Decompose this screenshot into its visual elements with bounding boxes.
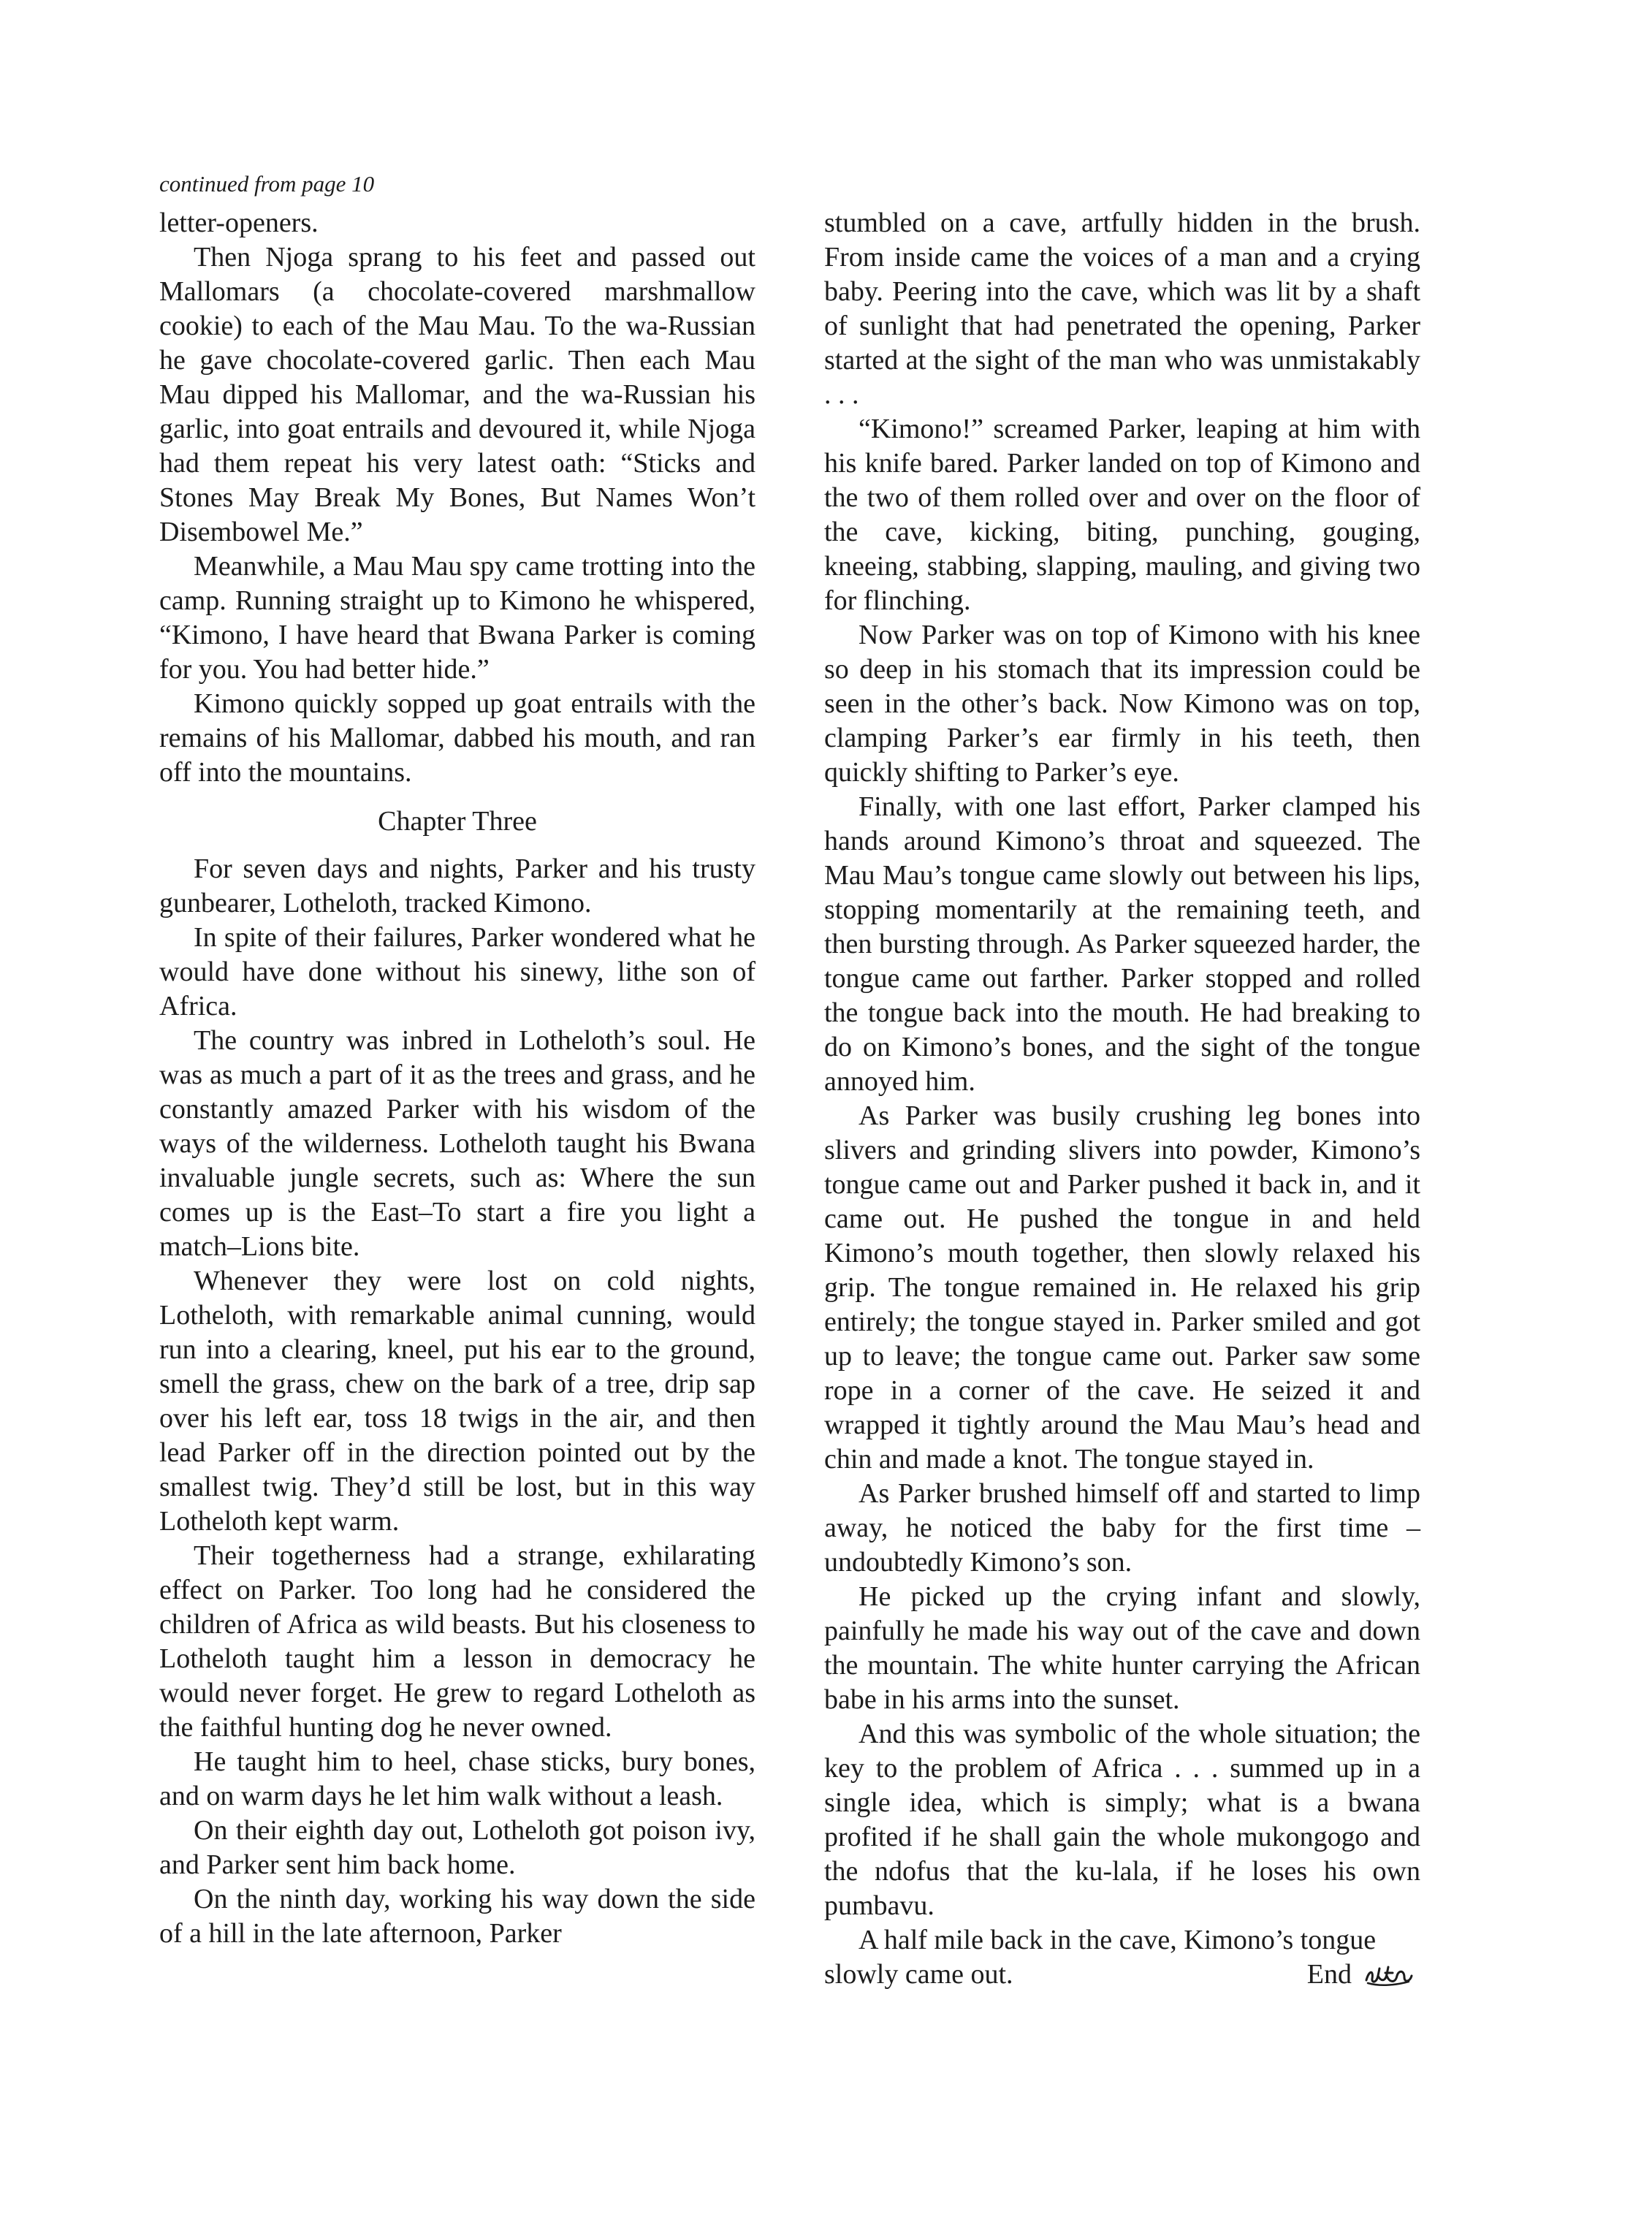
paragraph: Now Parker was on top of Kimono with his knee so deep in his stomach that its impression could be seen in the other’s back. Now Kimono was on top, clamping Parker’s ear firmly in his teeth, then quickly shifting to Parker’s eye. — [824, 620, 1420, 788]
left-column — [159, 206, 755, 1951]
paragraph: letter-openers. — [159, 208, 319, 238]
paragraph: stumbled on a cave, artfully hidden in the brush. From inside came the voices of a man and a crying baby. Peering into the cave, which was lit by a shaft of sunlight that had penetrated the opening, Parker started at the sight of the man who was unmistakably . . . — [824, 208, 1420, 410]
paragraph: In spite of their failures, Parker wondered what he would have done without his sinewy, lithe son of Africa. — [159, 922, 755, 1022]
paragraph: “Kimono!” screamed Parker, leaping at him with his knife bared. Parker landed on top of Kimono and the two of them rolled over and over on the floor of the cave, kicking, biting, punching, gouging, kneeing, stabbing, slapping, mauling, and giving two for flinching. — [824, 414, 1420, 616]
end-marker — [1307, 1958, 1415, 1992]
paragraph: On their eighth day out, Lotheloth got poison ivy, and Parker sent him back home. — [159, 1815, 755, 1880]
paragraph: The country was inbred in Lotheloth’s soul. He was as much a part of it as the trees and grass, and he constantly amazed Parker with his wisdom of the ways of the wilderness. Lotheloth taught his Bwana invaluable jungle secrets, such as: Where the sun comes up is the East–To start a fire you light a match–Lions bite. — [159, 1025, 755, 1262]
final-paragraph-line: slowly came out. — [824, 1959, 1013, 1990]
paragraph: Finally, with one last effort, Parker clamped his hands around Kimono’s throat and squeezed. The Mau Mau’s tongue came slowly out between his lips, stopping momentarily at the remaining teeth, and then bursting through. As Parker squeezed harder, the tongue came out farther. Parker stopped and rolled the tongue back into the mouth. He had breaking to do on Kimono’s bones, and the sight of the tongue annoyed him. — [824, 791, 1420, 1097]
final-paragraph-line: A half mile back in the cave, Kimono’s tongue — [859, 1925, 1377, 1955]
paragraph: Then Njoga sprang to his feet and passed out Mallomars (a chocolate-covered marshmallow cookie) to each of the Mau Mau. To the wa-Russian he gave chocolate-covered garlic. Then each Mau Mau dipped his Mallomar, and the wa-Russian his garlic, into goat entrails and devoured it, while Njoga had them repeat his very latest oath: “Sticks and Stones May Break My Bones, But Names Won’t Disembowel Me.” — [159, 242, 755, 547]
paragraph: Kimono quickly sopped up goat entrails with the remains of his Mallomar, dabbed his mouth, and ran off into the mountains. — [159, 688, 755, 788]
chapter-heading: Chapter Three — [378, 806, 537, 837]
signature-glyph-icon — [1363, 1963, 1415, 1987]
paragraph: He taught him to heel, chase sticks, bury bones, and on warm days he let him walk without a leash. — [159, 1746, 755, 1811]
paragraph: He picked up the crying infant and slowly, painfully he made his way out of the cave and down the mountain. The white hunter carrying the African babe in his arms into the sunset. — [824, 1581, 1420, 1715]
paragraph: For seven days and nights, Parker and his trusty gunbearer, Lotheloth, tracked Kimono. — [159, 853, 755, 918]
continued-from-note: continued from page 10 — [159, 171, 375, 197]
paragraph: As Parker brushed himself off and started to limp away, he noticed the baby for the first time – undoubtedly Kimono’s son. — [824, 1478, 1420, 1578]
paragraph: Their togetherness had a strange, exhilarating effect on Parker. Too long had he considered the children of Africa as wild beasts. But his closeness to Lotheloth taught him a lesson in democracy he would never forget. He grew to regard Lotheloth as the faithful hunting dog he never owned. — [159, 1540, 755, 1743]
final-line-row — [824, 1958, 1420, 1992]
right-column — [824, 206, 1420, 1992]
paragraph: And this was symbolic of the whole situation; the key to the problem of Africa . . . summed up in a single idea, which is simply; what is a bwana profited if he shall gain the whole mukongogo and the ndofus that the ku-lala, if he loses his own pumbavu. — [824, 1719, 1420, 1921]
paragraph: As Parker was busily crushing leg bones into slivers and grinding slivers into powder, Kimono’s tongue came out and Parker pushed it back in, and it came out. He pushed the tongue in and held Kimono’s mouth together, then slowly relaxed his grip. The tongue remained in. He relaxed his grip entirely; the tongue stayed in. Parker smiled and got up to leave; the tongue came out. Parker saw some rope in a corner of the cave. He seized it and wrapped it tightly around the Mau Mau’s head and chin and made a knot. The tongue stayed in. — [824, 1100, 1420, 1475]
end-label: End — [1306, 1959, 1352, 1990]
paragraph: Meanwhile, a Mau Mau spy came trotting into the camp. Running straight up to Kimono he whispered, “Kimono, I have heard that Bwana Parker is coming for you. You had better hide.” — [159, 551, 755, 685]
paragraph: On the ninth day, working his way down the side of a hill in the late afternoon, Parker — [159, 1884, 755, 1949]
paragraph: Whenever they were lost on cold nights, Lotheloth, with remarkable animal cunning, would run into a clearing, kneel, put his ear to the ground, smell the grass, chew on the bark of a tree, drip sap over his left ear, toss 18 twigs in the air, and then lead Parker off in the direction pointed out by the smallest twig. They’d still be lost, but in this way Lotheloth kept warm. — [159, 1266, 755, 1537]
